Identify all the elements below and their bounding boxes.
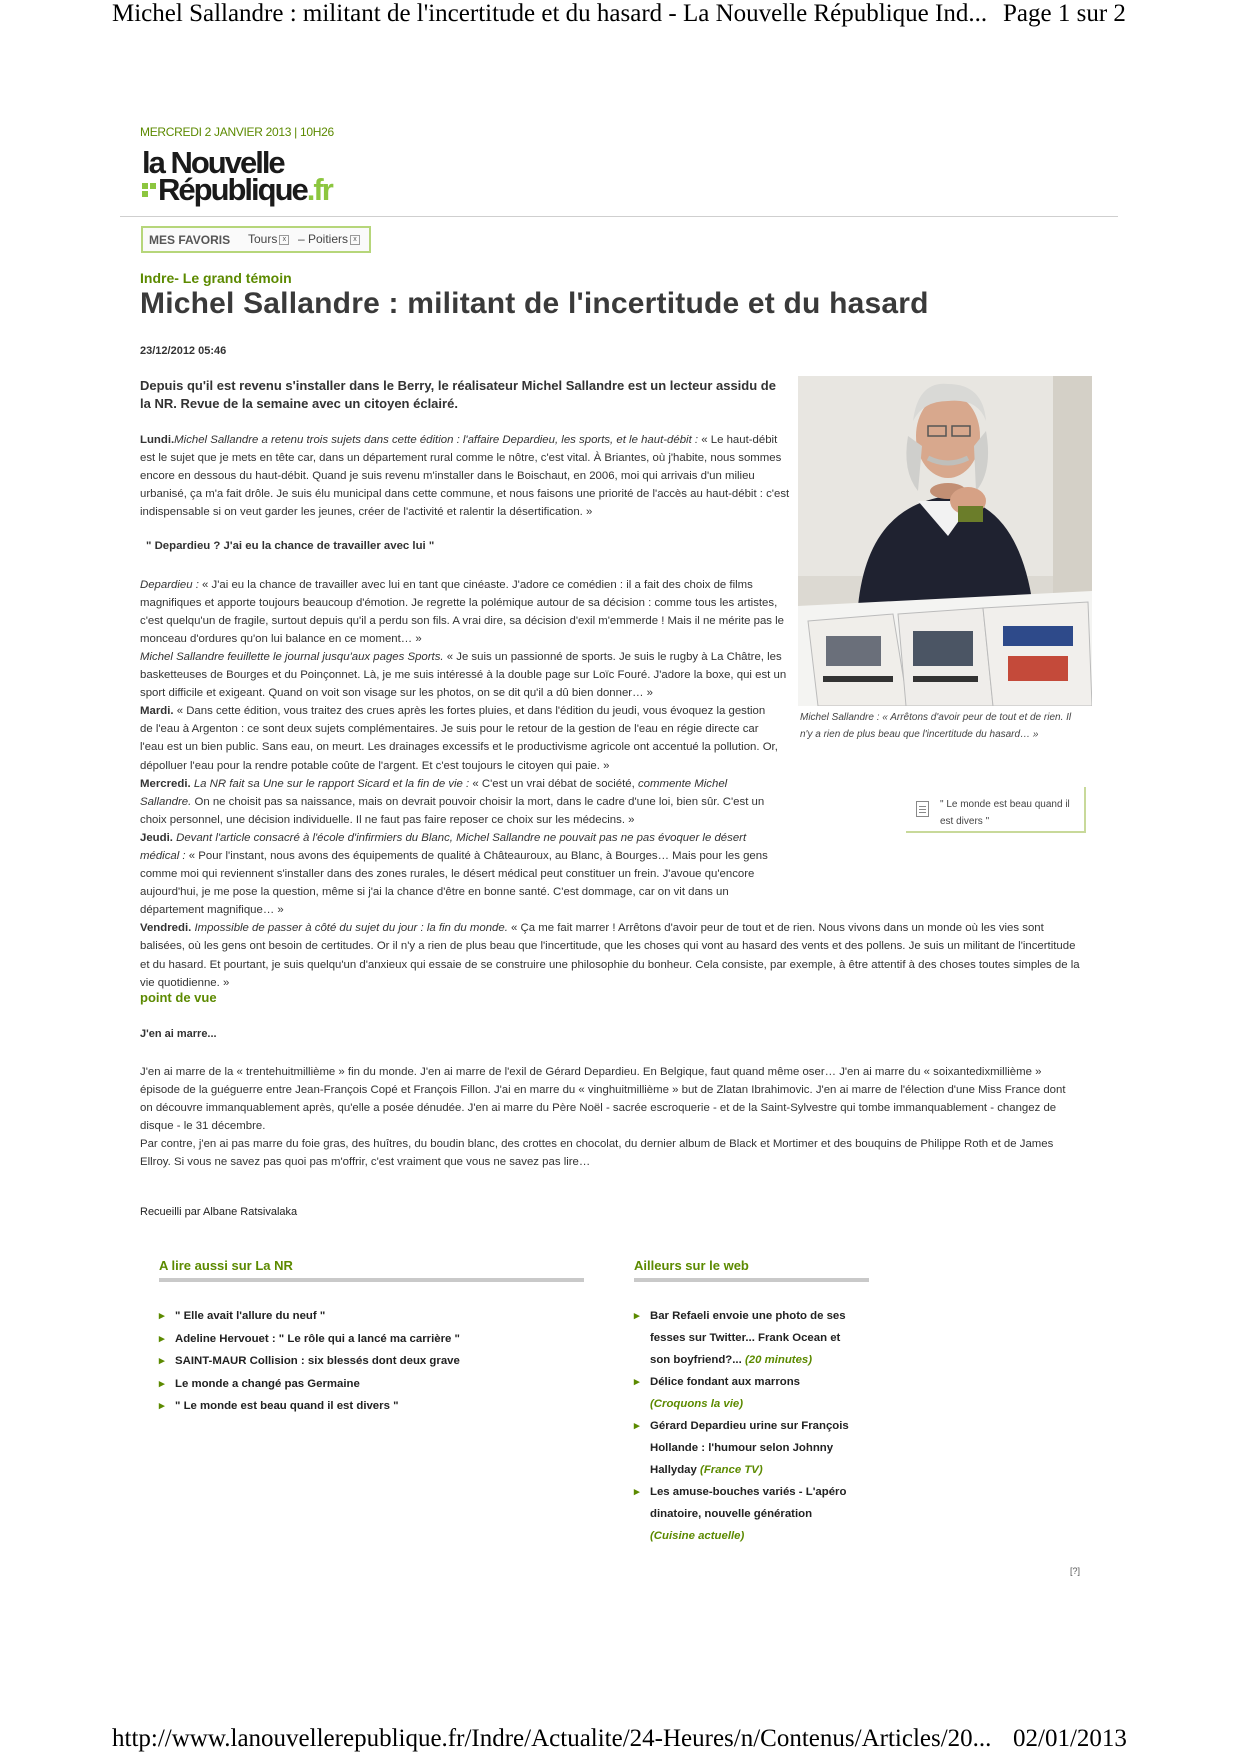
point-de-vue-paragraph: J'en ai marre de la « trentehuitmillième » fin du monde. J'en ai marre de l'exil de Gérard Depardieu. En Belgique, faut quand même oser… J'en ai marre du « soixantedixmillième » épisode de la guéguerre entre Jean-François Copé et François Fillon. J'ai en marre du « vinghuitmillième » but de Zlatan Ibrahimovic. J'en ai marre de l'élection d'une Miss France dont on découvre immanquablement après, qu'elle a posée dénudée. J'en ai marre du Père Noël - sacrée escroquerie - et de la Saint-Sylvestre qui tombe immanquablement - changez de disque - le 31 décembre. xyxy=(140,1066,1066,1133)
logo-line2: République.fr xyxy=(158,172,332,207)
print-header-page: Page 1 sur 2 xyxy=(1003,0,1126,27)
remove-tours-icon[interactable]: x xyxy=(279,235,289,245)
favorites-label: MES FAVORIS xyxy=(149,233,231,247)
remove-poitiers-icon[interactable]: x xyxy=(350,235,360,245)
photo-caption: Michel Sallandre : « Arrêtons d'avoir peur de tout et de rien. Il n'y a rien de plus beau que l'incertitude du hasard… » xyxy=(800,712,1072,740)
print-footer-date: 02/01/2013 xyxy=(1013,1725,1127,1752)
article-rubric[interactable]: Indre- Le grand témoin xyxy=(140,270,292,286)
point-de-vue-label: point de vue xyxy=(140,990,217,1005)
paragraph-mardi: Mardi. « Dans cette édition, vous traitez des crues après les fortes pluies, et dans l'édition du jeudi, vous évoquez la gestion de l'eau à Argenton : ce sont deux sujets complémentaires. Je suis pour le retour de la gestion de l'eau en régie directe car l'eau est un bien public. Sans eau, on meurt. Les drainages excessifs et le productivisme agricole ont accentué la pollution. Or, dépolluer l'eau pour la rendre potable coûte de l'argent. Et c'est toujours le citoyen qui paie. » xyxy=(140,705,778,772)
paragraph-sports: Michel Sallandre feuillette le journal jusqu'aux pages Sports. « Je suis un passionné de sports. Je suis le rugby à La Châtre, les basketteuses de Bourges et du Poinçonnet. Là, je me suis intéressé à la double page sur Loïc Fouré. J'adore la boxe, qui est un sport difficile et exigeant. Quand on voit son visage sur les photos, on se dit qu'il a dû bien donner… » xyxy=(140,650,787,700)
elsewhere-link[interactable]: ▸ Les amuse-bouches variés - L'apéro dinatoire, nouvelle génération (Cuisine actuelle) xyxy=(634,1481,859,1547)
elsewhere-link[interactable]: ▸ Gérard Depardieu urine sur François Hollande : l'humour selon Johnny Hallyday (France TV) xyxy=(634,1415,859,1481)
favorites-bar xyxy=(141,226,371,253)
read-also-box xyxy=(159,1258,584,1418)
paragraph-depardieu: Depardieu : « J'ai eu la chance de travailler avec lui en tant que cinéaste. J'adore ce comédien : il a fait des choix de films magnifiques et apporte toujours beaucoup d'émotion. Je regrette la polémique autour de sa décision : comme tous les artistes, c'est quelqu'un de fragile, surtout depuis qu'il a perdu son fils. A vrai dire, sa décision d'exil m'emmerde ! Mais il ne mérite pas le monceau d'ordures qu'on lui balance en ce moment… » xyxy=(140,578,785,645)
paragraph-jeudi: Jeudi. Devant l'article consacré à l'école d'infirmiers du Blanc, Michel Sallandre ne pouvait pas ne pas évoquer le désert médical : « Pour l'instant, nous avons des équipements de qualité à Châteauroux, au Blanc, à Bourges… Mais pour les gens comme moi qui reviennent s'installer dans des zones rurales, le désert médical peut constituer un frein. J'avoue qu'encore aujourd'hui, je me pose la question, même si j'ai la chance d'être en bonne santé. C'est dommage, car on vit dans un département magnifique… » xyxy=(140,831,768,917)
read-also-link[interactable]: ▸ " Le monde est beau quand il est divers " xyxy=(159,1395,584,1418)
point-de-vue-paragraph: Par contre, j'en ai pas marre du foie gras, des huîtres, du boudin blanc, des crottes en chocolat, du dernier album de Black et Mortimer et des bouquins de Philippe Roth et de James Ellroy. Si vous ne savez pas quoi pas m'offrir, c'est vraiment que vous ne savez pas lire… xyxy=(140,1138,1054,1169)
print-header-title: Michel Sallandre : militant de l'incertitude et du hasard - La Nouvelle République Ind... xyxy=(112,0,988,27)
print-footer-url: http://www.lanouvellerepublique.fr/Indre/Actualite/24-Heures/n/Contenus/Articles/20... xyxy=(112,1725,992,1752)
elsewhere-link[interactable]: ▸ Bar Refaeli envoie une photo de ses fesses sur Twitter... Frank Ocean et son boyfriend?... (20 minutes) xyxy=(634,1305,859,1371)
read-also-link[interactable]: ▸ Adeline Hervouet : " Le rôle qui a lancé ma carrière " xyxy=(159,1328,584,1351)
read-also-link[interactable]: ▸ SAINT-MAUR Collision : six blessés dont deux grave xyxy=(159,1350,584,1373)
favorite-city-tours[interactable]: Tours x xyxy=(248,232,289,246)
read-also-link[interactable]: ▸ Le monde a changé pas Germaine xyxy=(159,1373,584,1396)
favorite-city-poitiers[interactable]: – Poitiers x xyxy=(298,232,360,246)
elsewhere-title: Ailleurs sur le web xyxy=(634,1258,749,1273)
point-de-vue-body xyxy=(140,1063,1080,1172)
read-also-link[interactable]: ▸ " Elle avait l'allure du neuf " xyxy=(159,1305,584,1328)
print-header xyxy=(0,0,1240,30)
elsewhere-box xyxy=(634,1258,869,1547)
article-date: 23/12/2012 05:46 xyxy=(140,345,227,357)
read-also-divider xyxy=(159,1278,584,1282)
elsewhere-list xyxy=(634,1305,859,1547)
article-lead: Depuis qu'il est revenu s'installer dans le Berry, le réalisateur Michel Sallandre est un lecteur assidu de la NR. Revue de la semaine avec un citoyen éclairé. xyxy=(140,378,776,411)
article-body xyxy=(140,431,1140,992)
point-de-vue-title: J'en ai marre... xyxy=(140,1028,217,1040)
logo-tld: .fr xyxy=(306,172,332,207)
elsewhere-link[interactable]: ▸ Délice fondant aux marrons (Croquons la vie) xyxy=(634,1371,859,1415)
byline: Recueilli par Albane Ratsivalaka xyxy=(140,1206,298,1218)
paragraph-mercredi: Mercredi. La NR fait sa Une sur le rapport Sicard et la fin de vie : « C'est un vrai débat de société, commente Michel Sallandre. On ne choisit pas sa naissance, mais on devrait pouvoir choisir la mort, dans le cadre d'une loi, bien sûr. C'est un choix personnel, une décision individuelle. Il ne faut pas faire reposer ce choix sur les médecins. » xyxy=(140,777,765,826)
site-logo[interactable] xyxy=(140,147,370,209)
ad-info-link[interactable]: [?] xyxy=(1070,1566,1081,1576)
paragraph-vendredi: Vendredi. Impossible de passer à côté du sujet du jour : la fin du monde. « Ça me fait marrer ! Arrêtons d'avoir peur de tout et de rien. Nous vivons dans un monde où les vies sont balisées, où les gens ont besoin de certitudes. Or il n'y a rien de plus beau que l'incertitude, que les choses qui vont au hasard des vents et des pollens. Je suis un militant de l'incertitude et du hasard. Et pourtant, je suis quelqu'un d'anxieux qui essaie de se construire une philosophie du bonheur. Cela consiste, par exemple, à être attentif à des choses toutes simples de la vie quotidienne. » xyxy=(140,922,1080,989)
print-footer xyxy=(0,1725,1240,1755)
read-also-list xyxy=(159,1305,584,1418)
article-subheading: " Depardieu ? J'ai eu la chance de travailler avec lui " xyxy=(146,540,435,553)
paragraph-lundi: Lundi.Michel Sallandre a retenu trois sujets dans cette édition : l'affaire Depardieu, les sports, et le haut-débit : « Le haut-débit est le sujet que je mets en tête car, dans un département rural comme le nôtre, c'est vital. À Briantes, où j'habite, nous sommes encore en dessous du haut-débit. Quand je suis revenu m'installer dans le Boischaut, en 2006, moi qui arrivais d'un milieu urbanisé, ça m'a fait drôle. Je suis élu municipal dans cette commune, et nous faisons une priorité de l'accès au haut-débit : c'est indispensable si on veut garder les jeunes, créer de l'activité et ralentir la désertification. » xyxy=(140,434,790,519)
header-divider xyxy=(120,216,1118,217)
logo-line1: la Nouvelle xyxy=(142,145,284,180)
read-also-title: A lire aussi sur La NR xyxy=(159,1258,293,1273)
related-article-link[interactable]: " Le monde est beau quand il est divers " xyxy=(940,799,1070,827)
article-title: Michel Sallandre : militant de l'incertitude et du hasard xyxy=(140,287,929,320)
dateline: MERCREDI 2 JANVIER 2013 | 10H26 xyxy=(140,125,334,139)
elsewhere-divider xyxy=(634,1278,869,1282)
